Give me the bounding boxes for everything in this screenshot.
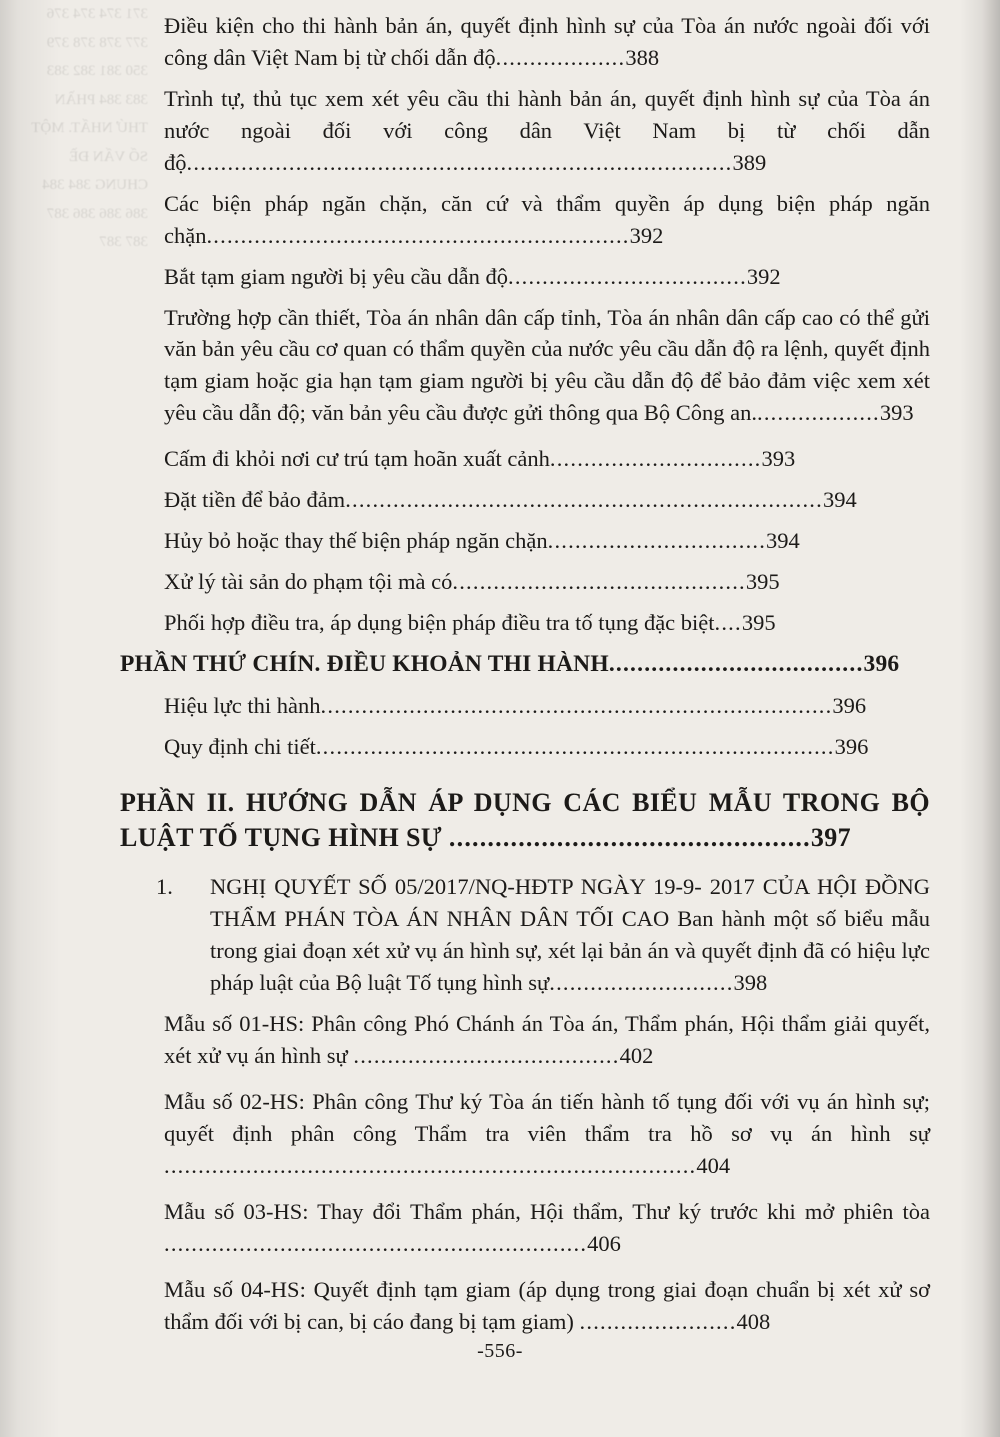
toc-page-number: 404 xyxy=(696,1152,731,1178)
toc-leader-dots: .... xyxy=(714,610,742,635)
toc-entry-text: Mẫu số 04-HS: Quyết định tạm giam (áp dụng trong giai đoạn chuẩn bị xét xử sơ thẩm đối với bị can, bị cáo đang bị tạm giam) xyxy=(164,1276,930,1334)
toc-entry-numbered[interactable] xyxy=(120,871,930,999)
toc-page-number: 396 xyxy=(863,650,900,677)
toc-page-number: 393 xyxy=(879,400,914,426)
toc-leader-dots: ............................... xyxy=(549,446,762,472)
toc-leader-dots: ...................................................................... xyxy=(345,487,823,513)
toc-leader-dots: .............................................................................. xyxy=(164,1152,697,1178)
toc-page-number: 388 xyxy=(625,44,660,70)
toc-entry-text: Cấm đi khỏi nơi cư trú tạm hoãn xuất cảnh xyxy=(164,446,550,472)
toc-entry[interactable] xyxy=(120,188,930,252)
toc-page-number: 406 xyxy=(587,1230,621,1256)
toc-leader-dots: ........................................................................... xyxy=(320,693,833,719)
toc-entry-text: Xử lý tài sản do phạm tội mà có xyxy=(164,569,453,595)
toc-page-number: 398 xyxy=(733,970,768,996)
toc-leader-dots: ............................................... xyxy=(448,823,811,853)
toc-entry[interactable] xyxy=(120,83,930,179)
toc-entry-text: Trình tự, thủ tục xem xét yêu cầu thi hành bản án, quyết định hình sự của Tòa án nước ngoài đối với công dân Việt Nam bị từ chối dẫn độ xyxy=(164,85,930,175)
toc-page-number: 389 xyxy=(732,149,767,175)
toc-page-number: 402 xyxy=(619,1043,654,1069)
toc-leader-dots: ................................ xyxy=(547,528,767,554)
toc-leader-dots: ................................................................................ xyxy=(186,149,733,175)
toc-page-number: 396 xyxy=(834,734,869,760)
toc-leader-dots: ................................... xyxy=(508,263,747,289)
toc-page-number: 394 xyxy=(822,487,857,513)
toc-leader-dots: .................................... xyxy=(608,650,864,677)
toc-entry[interactable] xyxy=(120,690,930,722)
toc-entry-text: Trường hợp cần thiết, Tòa án nhân dân cấp tỉnh, Tòa án nhân dân cấp cao có thể gửi văn bản yêu cầu cơ quan có thẩm quyền của nước yêu cầu dẫn độ ra lệnh, quyết định tạm giam hoặc gia hạn tạm giam người bị yêu cầu dẫn độ để bảo đảm việc xem xét yêu cầu dẫn độ; văn bản yêu cầu được gửi thông qua Bộ Công an. xyxy=(164,304,930,426)
toc-leader-dots: .............................................................. xyxy=(164,1230,588,1256)
toc-page-number: 396 xyxy=(832,693,867,719)
toc-page-number: 392 xyxy=(746,263,781,289)
toc-entry-number: 1. xyxy=(156,874,173,900)
toc-leader-dots: .............................................................. xyxy=(206,222,630,248)
toc-entry[interactable] xyxy=(120,302,930,430)
toc-entry[interactable] xyxy=(120,1274,930,1338)
toc-entry-text: Mẫu số 03-HS: Thay đổi Thẩm phán, Hội thẩm, Thư ký trước khi mở phiên tòa xyxy=(164,1198,930,1224)
toc-entry-text: Điều kiện cho thi hành bản án, quyết định hình sự của Tòa án nước ngoài đối với công dân Việt Nam bị từ chối dẫn độ xyxy=(164,13,930,70)
toc-entry[interactable] xyxy=(120,10,930,74)
toc-entry[interactable] xyxy=(120,484,930,516)
toc-entry-text: Mẫu số 02-HS: Phân công Thư ký Tòa án tiến hành tố tụng đối với vụ án hình sự; quyết định phân công Thẩm tra viên thẩm tra hồ sơ vụ án hình sự xyxy=(164,1088,930,1146)
toc-page-number: 392 xyxy=(629,222,664,248)
toc-entry-text: PHẦN THỨ CHÍN. ĐIỀU KHOẢN THI HÀNH xyxy=(120,650,609,677)
toc-entry[interactable] xyxy=(120,261,930,293)
toc-entry-text: PHẦN II. HƯỚNG DẪN ÁP DỤNG CÁC BIỂU MẪU TRONG BỘ LUẬT TỐ TỤNG HÌNH SỰ xyxy=(120,788,930,853)
toc-leader-dots: ....................................... xyxy=(353,1043,620,1069)
toc-leader-dots: ........................................... xyxy=(452,569,746,595)
toc-entry-text: Các biện pháp ngăn chặn, căn cứ và thẩm quyền áp dụng biện pháp ngăn chặn xyxy=(164,190,930,248)
toc-page-number: 394 xyxy=(766,528,800,554)
toc-leader-dots: ........................... xyxy=(549,970,734,996)
toc-entry-text: Hủy bỏ hoặc thay thế biện pháp ngăn chặn xyxy=(164,528,548,554)
toc-page-number: 397 xyxy=(810,823,852,853)
toc-page-number: 393 xyxy=(761,446,796,472)
toc-entry-text: Quy định chi tiết xyxy=(164,734,316,760)
toc-entry-text: Hiệu lực thi hành xyxy=(164,693,321,719)
toc-entry-text: NGHỊ QUYẾT SỐ 05/2017/NQ-HĐTP NGÀY 19-9- 2017 CỦA HỘI ĐỒNG THẨM PHÁN TÒA ÁN NHÂN DÂN TỐI CAO Ban hành một số biểu mẫu trong giai đoạn xét xử vụ án hình sự, xét lại bản án và quyết định đã có hiệu lực pháp luật của Bộ luật Tố tụng hình sự xyxy=(210,874,930,996)
page-folio: -556- xyxy=(477,1340,523,1362)
toc-page-number: 395 xyxy=(741,610,776,635)
toc-entry[interactable] xyxy=(120,1196,930,1260)
toc-entry[interactable] xyxy=(120,1086,930,1182)
toc-entry[interactable] xyxy=(120,443,930,475)
toc-entry-text: Đặt tiền để bảo đảm xyxy=(164,487,346,513)
toc-leader-dots: ............................................................................ xyxy=(315,734,835,760)
toc-entry[interactable] xyxy=(120,607,930,639)
toc-leader-dots: ....................... xyxy=(579,1308,737,1334)
toc-part-heading[interactable] xyxy=(120,648,930,681)
toc-entry-text: Phối hợp điều tra, áp dụng biện pháp điều tra tố tụng đặc biệt xyxy=(164,610,715,635)
toc-leader-dots: ................... xyxy=(495,44,626,70)
toc-entry[interactable] xyxy=(120,525,930,557)
toc-page-number: 395 xyxy=(745,569,780,595)
toc-entry-text: Bắt tạm giam người bị yêu cầu dẫn độ xyxy=(164,263,509,289)
show-through-text: 371 374 374 376 377 378 378 379 350 381 382 383 383 384 PHẦN THỨ NHẤT. MỘT SỐ VẤN ĐỀ CHUNG 384 384 386 386 386 387 387 387 xyxy=(31,6,148,250)
toc-leader-dots: .................. xyxy=(757,400,880,426)
table-of-contents xyxy=(120,10,930,1352)
toc-entry[interactable] xyxy=(120,1008,930,1072)
toc-entry-text: Mẫu số 01-HS: Phân công Phó Chánh án Tòa án, Thẩm phán, Hội thẩm giải quyết, xét xử vụ án hình sự xyxy=(164,1011,930,1069)
toc-page-number: 408 xyxy=(736,1308,771,1334)
toc-entry[interactable] xyxy=(120,566,930,598)
toc-entry[interactable] xyxy=(120,731,930,763)
toc-part-two-heading[interactable] xyxy=(120,785,930,855)
